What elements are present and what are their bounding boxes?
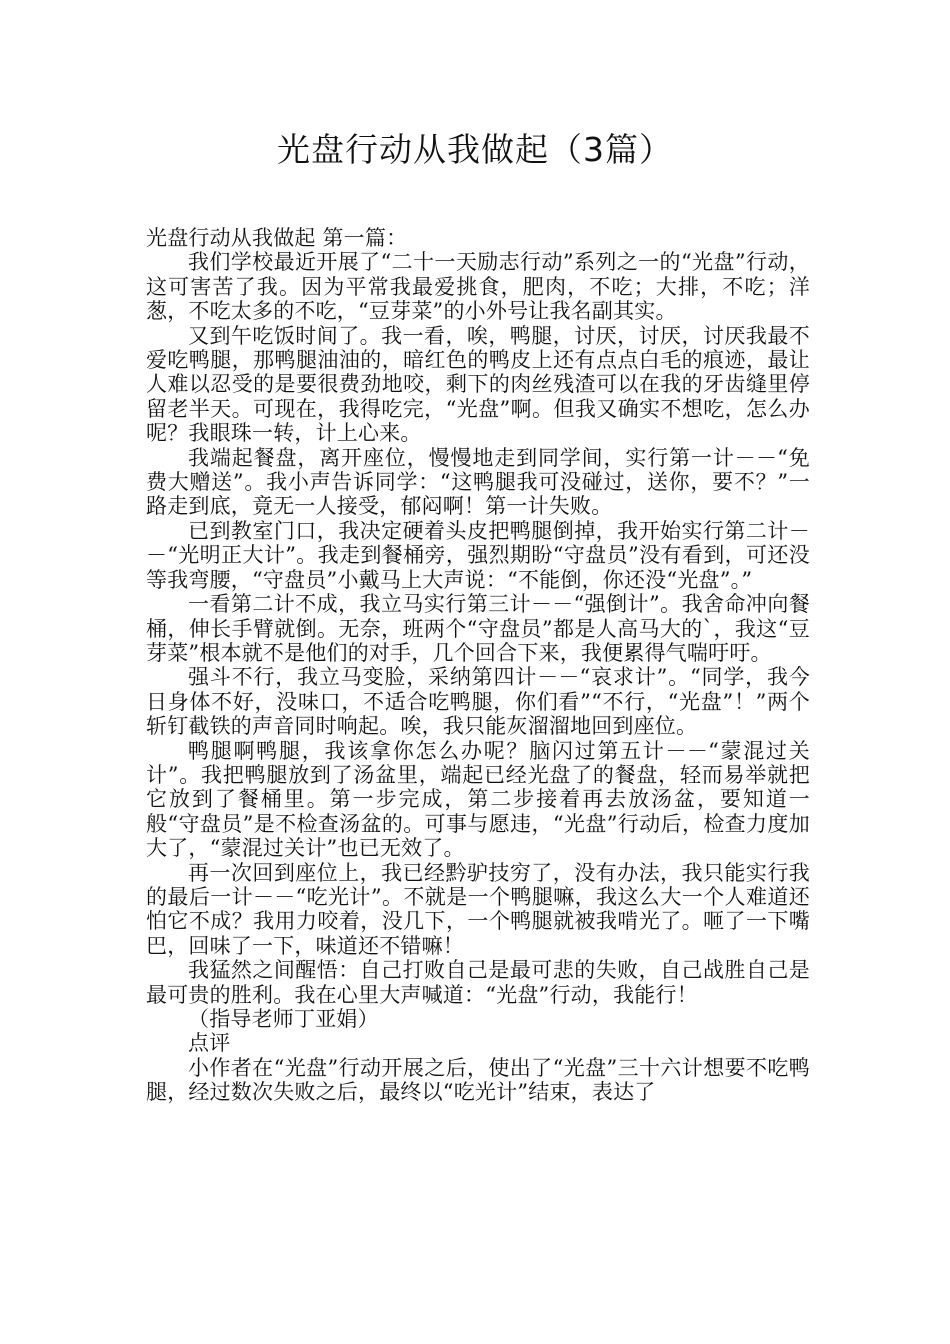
paragraph: 我猛然之间醒悟：自己打败自己是最可悲的失败，自己战胜自己是最可贵的胜利。我在心里大声喊道：“光盘”行动，我能行！ <box>146 958 810 1007</box>
comment-paragraph: 小作者在“光盘”行动开展之后，使出了“光盘”三十六计想要不吃鸭腿，经过数次失败之后，最终以“吃光计”结束，表达了 <box>146 1055 810 1105</box>
document-title: 光盘行动从我做起（3篇） <box>277 130 673 169</box>
paragraph: 鸭腿啊鸭腿，我该拿你怎么办呢？脑闪过第五计－－“蒙混过关计”。我把鸭腿放到了汤盆里，端起已经光盘了的餐盘，轻而易举就把它放到了餐桶里。第一步完成，第二步接着再去放汤盆，要知道一般“守盘员”是不检查汤盆的。可事与愿违，“光盘”行动后，检查力度加大了，“蒙混过关计”也已无效了。 <box>146 738 810 861</box>
paragraph: 我端起餐盘，离开座位，慢慢地走到同学间，实行第一计－－“免费大赠送”。我小声告诉同学：“这鸭腿我可没碰过，送你，要不？”一路走到底，竟无一人接受，郁闷啊！第一计失败。 <box>146 445 810 519</box>
paragraph: 一看第二计不成，我立马实行第三计－－“强倒计”。我舍命冲向餐桶，伸长手臂就倒。无奈，班两个“守盘员”都是人高马大的`，我这“豆芽菜”根本就不是他们的对手，几个回合下来，我便累得气喘吁吁。 <box>146 592 810 665</box>
teacher-note: （指导老师丁亚娟） <box>188 1007 379 1031</box>
paragraph: 强斗不行，我立马变脸，采纳第四计－－“哀求计”。“同学，我今日身体不好，没味口，不适合吃鸭腿，你们看”“不行，“光盘”！”两个斩钉截铁的声音同时响起。唉，我只能灰溜溜地回到座位。 <box>146 665 810 739</box>
paragraph: 又到午吃饭时间了。我一看，唉，鸭腿，讨厌，讨厌，讨厌我最不爱吃鸭腿，那鸭腿油油的，暗红色的鸭皮上还有点点白毛的痕迹，最让人难以忍受的是要很费劲地咬，剩下的肉丝残渣可以在我的牙齿缝里停留老半天。可现在，我得吃完，“光盘”啊。但我又确实不想吃，怎么办呢？我眼珠一转，计上心来。 <box>146 323 810 446</box>
section-heading: 光盘行动从我做起 第一篇： <box>146 226 408 250</box>
paragraph: 再一次回到座位上，我已经黔驴技穷了，没有办法，我只能实行我的最后一计－－“吃光计”。不就是一个鸭腿嘛，我这么大一个人难道还怕它不成？我用力咬着，没几下，一个鸭腿就被我啃光了。咂了一下嘴巴，回味了一下，味道还不错嘛！ <box>146 860 810 958</box>
paragraph: 已到教室门口，我决定硬着头皮把鸭腿倒掉，我开始实行第二计－－“光明正大计”。我走到餐桶旁，强烈期盼“守盘员”没有看到，可还没等我弯腰，“守盘员”小戴马上大声说：“不能倒，你还没“光盘”。” <box>146 518 810 592</box>
paragraph: 我们学校最近开展了“二十一天励志行动”系列之一的“光盘”行动，这可害苦了我。因为平常我最爱挑食，肥肉，不吃；大排，不吃；洋葱，不吃太多的不吃，“豆芽菜”的小外号让我名副其实。 <box>146 250 810 324</box>
document-body <box>146 226 810 1105</box>
comment-heading: 点评 <box>188 1031 231 1056</box>
